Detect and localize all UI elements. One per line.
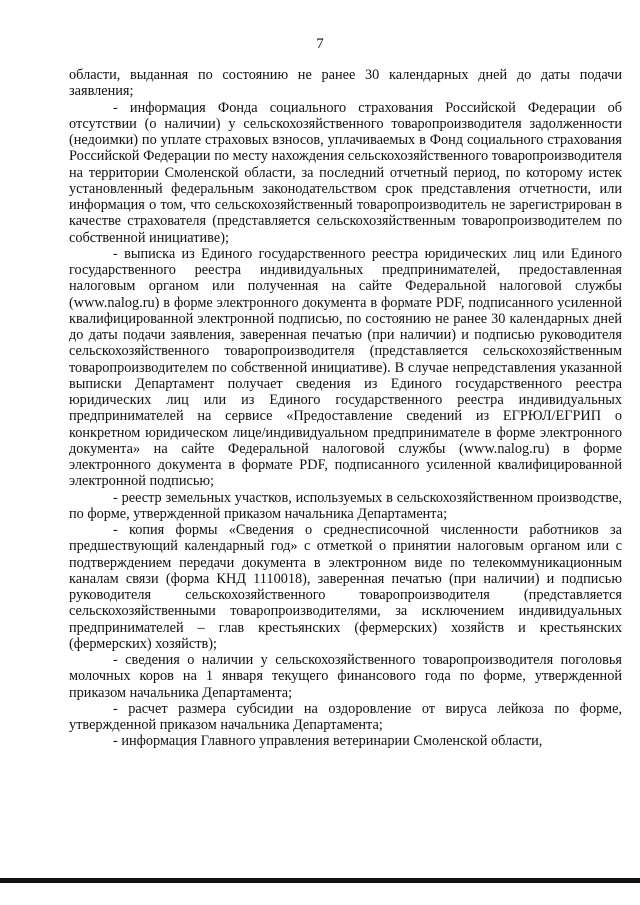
document-body (69, 67, 622, 750)
paragraph-4: - реестр земельных участков, используемых в сельскохозяйственном производстве, по форме, утвержденной приказом начальника Департамента; (69, 489, 622, 522)
paragraph-5: - копия формы «Сведения о среднесписочной численности работников за предшествующий календарный год» с отметкой о принятии налоговым органом или с подтверждением передачи документа в электронном виде по телекоммуникационным каналам связи (форма КНД 1110018), заверенная печатью (при наличии) и подписью руководителя сельскохозяйственного товаропроизводителя (представляется сельскохозяйственными товаропроизводителями, за исключением индивидуальных предпринимателей – глав крестьянских (фермерских) хозяйств и крестьянских (фермерских) хозяйств); (69, 522, 622, 652)
paragraph-2: - информация Фонда социального страхования Российской Федерации об отсутствии (о наличии) у сельскохозяйственного товаропроизводителя задолженности (недоимки) по уплате страховых взносов, уплачиваемых в Фонд социального страхования Российской Федерации по месту нахождения сельскохозяйственного товаропроизводителя на территории Смоленской области, за последний отчетный период, по которому истек установленный федеральным законодательством срок представления отчетности, или информация о том, что сельскохозяйственный товаропроизводитель не зарегистрирован в качестве страхователя (представляется сельскохозяйственным товаропроизводителем по собственной инициативе); (69, 99, 622, 246)
paragraph-7: - расчет размера субсидии на оздоровление от вируса лейкоза по форме, утвержденной приказом начальника Департамента; (69, 700, 622, 733)
page-number: 7 (316, 36, 324, 52)
paragraph-8: - информация Главного управления ветеринарии Смоленской области, (113, 733, 543, 750)
paragraph-3: - выписка из Единого государственного реестра юридических лиц или Единого государственного реестра индивидуальных предпринимателей, предоставленная налоговым органом или полученная на сайте Федеральной налоговой службы (www.nalog.ru) в форме электронного документа в формате PDF, подписанного усиленной квалифицированной электронной подписью, по состоянию не ранее 30 календарных дней до даты подачи заявления, заверенная печатью (при наличии) и подписью руководителя сельскохозяйственного товаропроизводителя (представляется сельскохозяйственным товаропроизводителем по собственной инициативе). В случае непредставления указанной выписки Департамент получает сведения из Единого государственного реестра юридических лиц или из Единого государственного реестра индивидуальных предпринимателей на сервисе «Предоставление сведений из ЕГРЮЛ/ЕГРИП о конкретном юридическом лице/индивидуальном предпринимателе в форме электронного документа» на сайте Федеральной налоговой службы (www.nalog.ru) в форме электронного документа в формате PDF, подписанного усиленной квалифицированной электронной подписью; (69, 245, 622, 490)
paragraph-6: - сведения о наличии у сельскохозяйственного товаропроизводителя поголовья молочных коров на 1 января текущего финансового года по форме, утвержденной приказом начальника Департамента; (69, 652, 622, 701)
paragraph-1: области, выданная по состоянию не ранее 30 календарных дней до даты подачи заявления; (69, 67, 622, 100)
bottom-rule (0, 878, 640, 883)
